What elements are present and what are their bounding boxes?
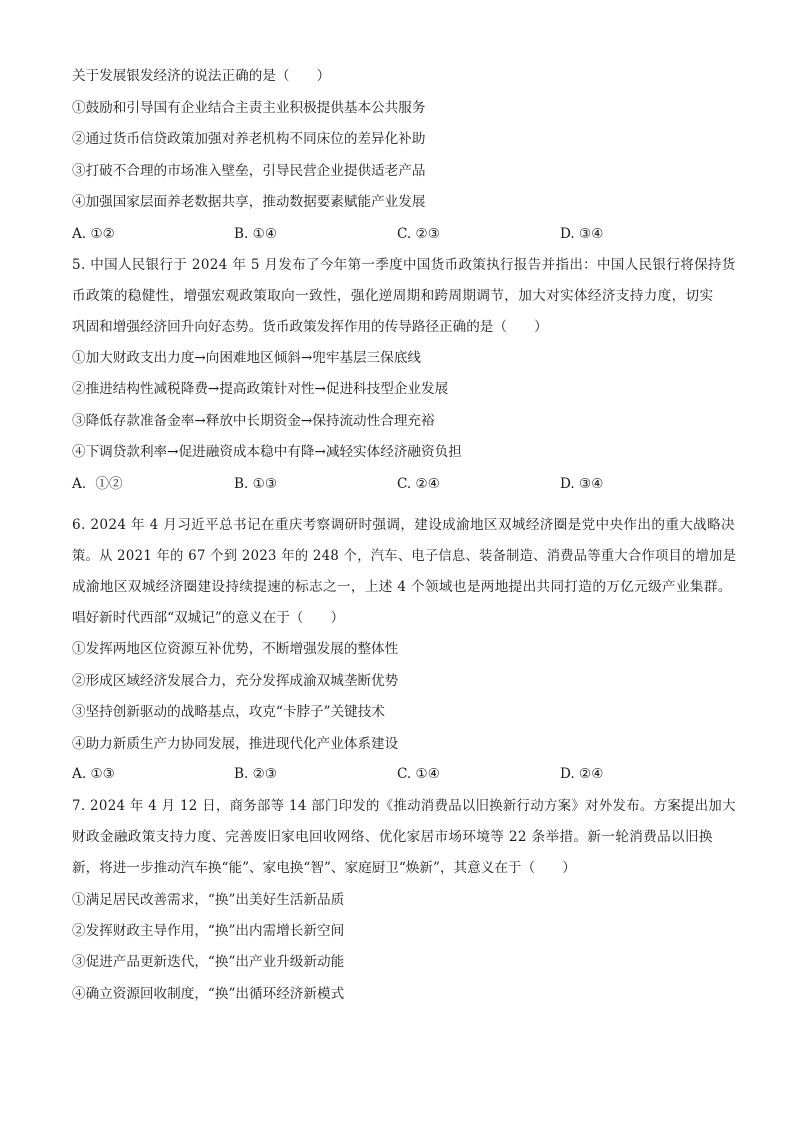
q5-option-a: A．①② bbox=[72, 476, 123, 492]
q6-options bbox=[72, 764, 732, 784]
q7-stem-line-2: 财政金融政策支持力度、完善废旧家电回收网络、优化家居市场环境等 22 条举措。新一轮消费品以旧换 bbox=[72, 829, 713, 845]
q7-statement-4: ④确立资源回收制度，“换”出循环经济新模式 bbox=[72, 986, 345, 1002]
q7-stem-line-1: 7. 2024 年 4 月 12 日，商务部等 14 部门印发的《推动消费品以旧换新行动方案》对外发布。方案提出加大 bbox=[72, 798, 736, 814]
q6-statement-2: ②形成区域经济发展合力，充分发挥成渝双城垄断优势 bbox=[72, 673, 399, 689]
q6-statement-1: ①发挥两地区位资源互补优势，不断增强发展的整体性 bbox=[72, 641, 399, 657]
q7-statement-2: ②发挥财政主导作用，“换”出内需增长新空间 bbox=[72, 923, 345, 939]
q4-stem: 关于发展银发经济的说法正确的是（ ） bbox=[72, 68, 331, 84]
q4-option-d: D. ③④ bbox=[560, 226, 604, 242]
q6-stem-line-4: 唱好新时代西部“双城记”的意义在于（ ） bbox=[72, 610, 345, 626]
q4-statement-4: ④加强国家层面养老数据共享，推动数据要素赋能产业发展 bbox=[72, 194, 426, 210]
q6-stem-line-1: 6. 2024 年 4 月习近平总书记在重庆考察调研时强调，建设成渝地区双城经济圈是党中央作出的重大战略决 bbox=[72, 517, 735, 533]
q5-statement-4: ④下调贷款利率→促进融资成本稳中有降→减轻实体经济融资负担 bbox=[72, 444, 462, 460]
q6-stem-line-3: 成渝地区双城经济圈建设持续提速的标志之一，上述 4 个领域也是两地提出共同打造的万亿元级产业集群。 bbox=[72, 579, 732, 595]
q5-stem-line-3: 巩固和增强经济回升向好态势。货币政策发挥作用的传导路径正确的是（ ） bbox=[72, 319, 548, 335]
q6-statement-4: ④助力新质生产力协同发展，推进现代化产业体系建设 bbox=[72, 736, 399, 752]
q7-stem-line-3: 新，将进一步推动汽车换“能”、家电换“智”、家庭厨卫“焕新”，其意义在于（ ） bbox=[72, 860, 576, 876]
q4-statement-2: ②通过货币信贷政策加强对养老机构不同床位的差异化补助 bbox=[72, 131, 426, 147]
q5-option-b: B. ①③ bbox=[234, 476, 278, 492]
q5-stem-line-2: 币政策的稳健性，增强宏观政策取向一致性，强化逆周期和跨周期调节，加大对实体经济支持力度，切实 bbox=[72, 288, 714, 304]
q4-options bbox=[72, 224, 732, 244]
q5-statement-3: ③降低存款准备金率→释放中长期资金→保持流动性合理充裕 bbox=[72, 413, 435, 429]
q4-statement-1: ①鼓励和引导国有企业结合主责主业积极提供基本公共服务 bbox=[72, 100, 426, 116]
q6-option-a: A. ①③ bbox=[72, 766, 115, 782]
q5-statement-1: ①加大财政支出力度→向困难地区倾斜→兜牢基层三保底线 bbox=[72, 350, 422, 366]
q6-option-c: C. ①④ bbox=[397, 766, 440, 782]
q5-stem-line-1: 5. 中国人民银行于 2024 年 5 月发布了今年第一季度中国货币政策执行报告并指出：中国人民银行将保持货 bbox=[72, 257, 736, 273]
q6-statement-3: ③坚持创新驱动的战略基点，攻克“卡脖子”关键技术 bbox=[72, 704, 385, 720]
q7-statement-1: ①满足居民改善需求，“换”出美好生活新品质 bbox=[72, 892, 345, 908]
q4-option-b: B. ①④ bbox=[234, 226, 278, 242]
q5-options bbox=[72, 474, 732, 494]
q5-statement-2: ②推进结构性减税降费→提高政策针对性→促进科技型企业发展 bbox=[72, 381, 449, 397]
q6-option-b: B. ②③ bbox=[234, 766, 278, 782]
q7-statement-3: ③促进产品更新迭代，“换”出产业升级新动能 bbox=[72, 954, 345, 970]
q4-option-c: C. ②③ bbox=[397, 226, 440, 242]
q5-option-d: D. ③④ bbox=[560, 476, 604, 492]
q4-option-a: A. ①② bbox=[72, 226, 115, 242]
q5-option-c: C. ②④ bbox=[397, 476, 440, 492]
q6-option-d: D. ②④ bbox=[560, 766, 604, 782]
q4-statement-3: ③打破不合理的市场准入壁垒，引导民营企业提供适老产品 bbox=[72, 163, 426, 179]
q6-stem-line-2: 策。从 2021 年的 67 个到 2023 年的 248 个，汽车、电子信息、装备制造、消费品等重大合作项目的增加是 bbox=[72, 548, 737, 564]
